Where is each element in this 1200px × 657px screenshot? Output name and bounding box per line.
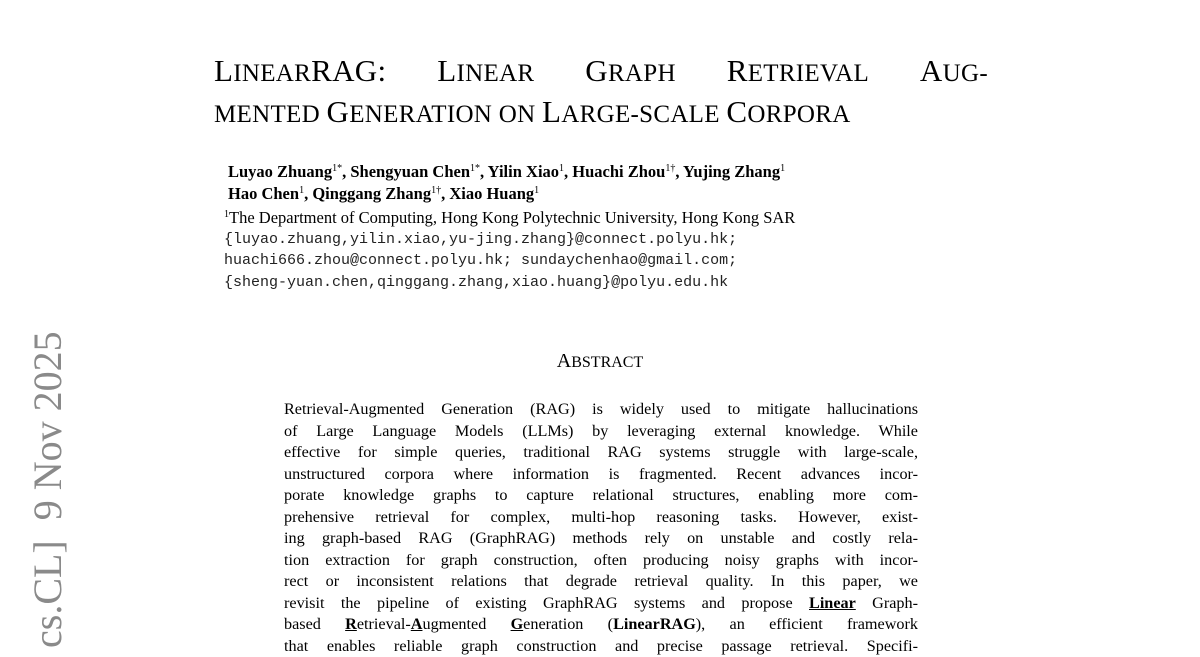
- title-line-2: [214, 93, 988, 134]
- title-word: LARGE-SCALE: [542, 101, 720, 128]
- arxiv-stamp: cs.CL] 9 Nov 2025: [28, 328, 72, 648]
- author-line-1: Luyao Zhuang$^{1*}$, Shengyuan Chen$^{1*}$, Yilin Xiao$^1$, Huachi Zhou$^{1\dagger}$, Yujing Zhang$^1$: [228, 161, 948, 183]
- author-name: Yujing Zhang: [683, 162, 780, 181]
- abstract-line-11-c: ugmented: [422, 615, 510, 633]
- author-affiliation-mark: 1: [780, 163, 785, 174]
- abstract-line-10-text: revisit the pipeline of existing GraphRAG systems and propose: [284, 594, 793, 612]
- method-name: LinearRAG: [613, 615, 696, 633]
- abstract-line: porate knowledge graphs to capture relational structures, enabling more com-: [284, 485, 918, 507]
- abstract-line: ing graph-based RAG (GraphRAG) methods rely on unstable and costly rela-: [284, 528, 918, 550]
- author-name: Luyao Zhuang: [228, 162, 332, 181]
- email-line-3: {sheng-yuan.chen,qinggang.zhang,xiao.huang}@polyu.edu.hk: [224, 272, 728, 293]
- affiliation: [224, 207, 795, 229]
- title-word: RETRIEVAL: [727, 52, 869, 93]
- title-word: CORPORA: [726, 101, 850, 128]
- author-line-2: Hao Chen$^1$, Qinggang Zhang$^{1\dagger}$, Xiao Huang$^1$: [228, 183, 948, 205]
- abstract-heading: [0, 350, 1200, 373]
- abstract-line-10: [284, 593, 918, 615]
- author-name: Qinggang Zhang: [312, 184, 431, 203]
- email-line-1: {luyao.zhuang,yilin.xiao,yu-jing.zhang}@connect.polyu.hk;: [224, 229, 737, 250]
- author-name: Huachi Zhou: [572, 162, 665, 181]
- author-affiliation-mark: 1†: [665, 163, 675, 174]
- abstract-heading-rest: BSTRACT: [571, 354, 643, 371]
- title-line-1: [214, 52, 988, 93]
- abstract-line: prehensive retrieval for complex, multi-hop reasoning tasks. However, exist-: [284, 507, 918, 529]
- author-affiliation-mark: 1*: [332, 163, 342, 174]
- paper-title: [214, 52, 988, 134]
- abstract-line: of Large Language Models (LLMs) by leveraging external knowledge. While: [284, 421, 918, 443]
- title-word: GRAPH: [585, 52, 676, 93]
- abstract-line: tion extraction for graph construction, often producing noisy graphs with incor-: [284, 550, 918, 572]
- affiliation-text: The Department of Computing, Hong Kong Polytechnic University, Hong Kong SAR: [229, 208, 795, 227]
- acronym-letter-r: R: [345, 615, 357, 633]
- title-word: ON: [499, 101, 536, 128]
- abstract-line-10-tail: Graph-: [856, 594, 918, 612]
- author-name: Shengyuan Chen: [350, 162, 470, 181]
- abstract-line: Retrieval-Augmented Generation (RAG) is widely used to mitigate hallucinations: [284, 399, 918, 421]
- title-word: LINEARRAG:: [214, 52, 386, 93]
- email-line-2: huachi666.zhou@connect.polyu.hk; sundaychenhao@gmail.com;: [224, 250, 737, 271]
- author-name: Hao Chen: [228, 184, 299, 203]
- linear-emphasis: Linear: [809, 594, 856, 612]
- author-affiliation-mark: 1: [559, 163, 564, 174]
- abstract-line-11-e: ), an efficient framework: [696, 615, 918, 633]
- abstract-line-11-a: based: [284, 615, 345, 633]
- author-affiliation-mark: 1†: [431, 185, 441, 196]
- author-list: [228, 161, 948, 205]
- acronym-letter-a: A: [411, 615, 423, 633]
- abstract-heading-cap: A: [557, 350, 571, 372]
- title-word: GENERATION: [327, 101, 493, 128]
- abstract-line-11-d: eneration (: [523, 615, 613, 633]
- title-word: AUG-: [920, 52, 988, 93]
- author-affiliation-mark: 1*: [470, 163, 480, 174]
- abstract-line: effective for simple queries, traditional RAG systems struggle with large-scale,: [284, 442, 918, 464]
- author-name: Yilin Xiao: [488, 162, 559, 181]
- abstract-line-11-b: etrieval-: [357, 615, 411, 633]
- abstract-line-11: [284, 614, 918, 636]
- abstract-body: [284, 399, 918, 657]
- affiliation-mark: 1: [224, 209, 229, 220]
- author-affiliation-mark: 1: [534, 185, 539, 196]
- abstract-line: unstructured corpora where information is fragmented. Recent advances incor-: [284, 464, 918, 486]
- author-affiliation-mark: 1: [299, 185, 304, 196]
- title-word: LINEAR: [437, 52, 534, 93]
- abstract-line: that enables reliable graph construction and precise passage retrieval. Specifi-: [284, 636, 918, 657]
- title-word: MENTED: [214, 101, 320, 128]
- acronym-letter-g: G: [511, 615, 524, 633]
- author-name: Xiao Huang: [449, 184, 534, 203]
- abstract-line: rect or inconsistent relations that degrade retrieval quality. In this paper, we: [284, 571, 918, 593]
